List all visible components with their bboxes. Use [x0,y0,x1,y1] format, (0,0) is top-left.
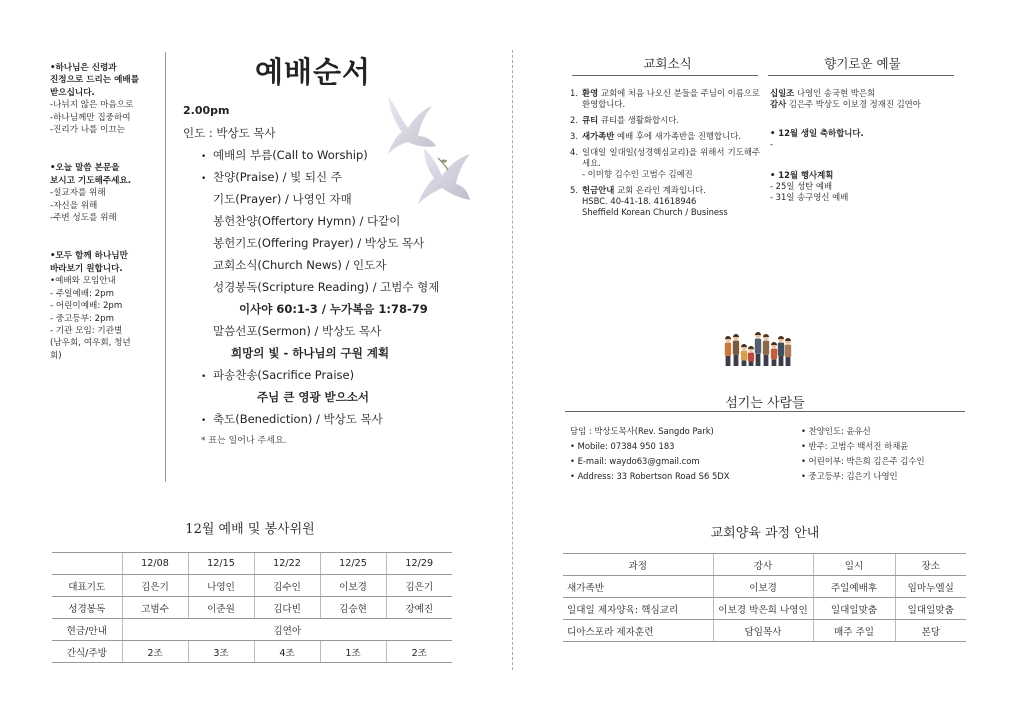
news-number: 5. [570,185,578,195]
news-number: 2. [570,115,578,125]
duty-date: 12/25 [320,553,386,575]
sidebar-block [50,162,162,224]
servers-rule [565,411,965,412]
duty-date: 12/22 [254,553,320,575]
event-newyear: - 31일 송구영신 예배 [770,192,849,202]
ministry-leaders [801,424,961,484]
thanks-line: 감사 김은주 박상도 이보경 정재진 김연아 [770,99,921,109]
news-sub: Sheffield Korean Church / Business [582,207,728,217]
worship-item-text: 주님 큰 영광 받으소서 [257,390,369,404]
news-sub: - 이미향 김수인 고범수 김예진 [582,169,693,179]
sidebar-line: -진리가 나를 이끄는 [50,125,125,136]
news-list [570,88,760,223]
duty-role: 현금/안내 [52,619,122,641]
education-cell: 주일예배후 [813,576,895,598]
worship-item-text: 이사야 60:1-3 / 누가복음 1:78-79 [239,302,428,316]
offering-title: 향기로운 예물 [824,56,901,71]
duty-date [52,553,122,575]
duty-date: 12/08 [122,553,188,575]
news-item [570,147,760,180]
duty-cell: 김수인 [254,575,320,597]
news-item [570,88,760,110]
education-table [563,553,966,642]
duty-cell: 강예진 [386,597,452,619]
education-cell: 본당 [895,620,966,642]
worship-item-text: 인도 : 박상도 목사 [183,126,276,140]
education-cell: 일대일맞춤 [895,598,966,620]
duty-cell: 김은기 [122,575,188,597]
family-icon [723,328,793,366]
education-cell: 새가족반 [563,576,713,598]
person-figure [755,332,761,366]
education-title: 교회양육 과정 안내 [710,526,820,541]
worship-note: * 표는 일어나 주세요. [201,436,287,446]
leader-line: • 찬양인도: 윤유신 [801,426,871,436]
doves-illustration [378,88,478,208]
bullet-icon: • [201,416,207,426]
education-header-row [563,554,966,576]
news-item [570,185,760,218]
news-number: 4. [570,147,578,157]
page-fold-line [512,50,513,670]
worship-item [183,210,493,232]
duty-cell: 김다빈 [254,597,320,619]
duty-cell: 2조 [122,641,188,663]
duty-role: 간식/주방 [52,641,122,663]
worship-item-text: 성경봉독(Scripture Reading) / 고범수 형제 [213,280,440,294]
duty-header-row [52,553,452,575]
worship-item-text: 교회소식(Church News) / 인도자 [213,258,387,272]
sidebar-line: - 주일예배: 2pm [50,288,114,299]
news-body: 예배 후에 새가족반을 진행합니다. [614,131,741,141]
education-row [563,598,966,620]
birthday-names: - [770,139,774,149]
worship-item-text: 파송찬송(Sacrifice Praise) [213,368,355,382]
person-figure [771,342,777,366]
worship-item [183,342,493,364]
offering-list [770,88,955,203]
education-cell: 디아스포라 제자훈련 [563,620,713,642]
contact-line: • E-mail: waydo63@gmail.com [570,456,700,466]
worship-item [183,232,493,254]
bullet-icon: • [201,152,207,162]
events-heading: • 12월 행사계획 [770,170,834,180]
person-figure [741,344,747,366]
sidebar-heading: •오늘 말씀 본문을 [50,163,120,174]
sidebar-line: (남우회, 여우회, 청년 [50,338,131,349]
news-rule [572,75,758,76]
duty-cell: 이준원 [188,597,254,619]
education-cell: 일대일 제자양육: 핵심교리 [563,598,713,620]
sidebar-block [50,62,162,136]
worship-item-text: 찬양(Praise) / 빛 되신 주 [213,170,342,184]
education-header: 장소 [895,554,966,576]
news-body: 교회 온라인 계좌입니다. [614,185,706,195]
sidebar-line: - 중고등부: 2pm [50,313,114,324]
sidebar-divider [165,52,166,482]
education-cell: 이보경 박은희 나영인 [713,598,813,620]
duty-cell: 3조 [188,641,254,663]
worship-title: 예배순서 [254,55,372,89]
worship-item-text: 말씀선포(Sermon) / 박상도 목사 [213,324,382,338]
news-text [582,115,760,126]
duty-cell: 고범수 [122,597,188,619]
duty-date: 12/29 [386,553,452,575]
news-keyword: 환영 [582,88,599,98]
education-header: 일시 [813,554,895,576]
contact-line: • Mobile: 07384 950 183 [570,441,675,451]
person-figure [763,334,769,366]
worship-item-text: 축도(Benediction) / 박상도 목사 [213,412,383,426]
worship-item-text: 희망의 빛 - 하나님의 구원 계획 [231,346,390,360]
worship-item [183,254,493,276]
sidebar-line: 회) [50,350,62,361]
duty-cell-merged: 김연아 [122,619,452,641]
sidebar-line: -주변 성도를 위해 [50,213,117,224]
person-figure [725,336,731,366]
sidebar-line: -설교자를 위해 [50,188,106,199]
sidebar-heading: 바라보기 원합니다. [50,263,123,274]
event-christmas: - 25일 성탄 예배 [770,181,833,191]
duty-title: 12월 예배 및 봉사위원 [185,522,315,537]
duty-cell: 4조 [254,641,320,663]
news-text [582,147,760,180]
sidebar-block [50,250,162,362]
education-header: 과정 [563,554,713,576]
leader-line: • 어린이부: 박은희 김은주 김수인 [801,456,925,466]
worship-item-text: 봉헌기도(Offering Prayer) / 박상도 목사 [213,236,425,250]
duty-cell: 나영인 [188,575,254,597]
news-item [570,131,760,142]
sidebar-heading: •하나님은 신령과 [50,63,117,73]
sidebar-heading: 받으십니다. [50,87,95,98]
duty-date: 12/15 [188,553,254,575]
duty-row [52,641,452,663]
education-row [563,576,966,598]
news-text [582,131,760,142]
worship-item-text: 기도(Prayer) / 나영인 자매 [213,192,352,206]
news-keyword: 새가족반 [582,131,615,141]
bullet-icon: • [201,372,207,382]
worship-item [183,364,493,386]
contact-line: • Address: 33 Robertson Road S6 5DX [570,471,730,481]
news-title: 교회소식 [643,56,692,71]
worship-item [183,386,493,408]
news-text [582,185,760,218]
birthday-heading: • 12월 생일 축하합니다. [770,128,864,138]
education-row [563,620,966,642]
duty-cell: 김은기 [386,575,452,597]
news-text [582,88,760,110]
news-body: 큐티를 생활화합시다. [598,115,679,125]
education-cell: 담임목사 [713,620,813,642]
education-cell: 임마누엘실 [895,576,966,598]
news-item [570,115,760,126]
duty-cell: 김승현 [320,597,386,619]
worship-item [183,320,493,342]
news-sub: HSBC. 40-41-18. 41618946 [582,196,697,206]
education-cell: 일대일맞춤 [813,598,895,620]
news-number: 3. [570,131,578,141]
sidebar-heading: 보시고 기도해주세요. [50,175,131,186]
offering-rule [768,75,954,76]
leader-line: • 반주: 고범수 백서진 하채윤 [801,441,909,451]
news-body: 일대일 일대일(성경핵심교리)을 위해서 기도해주세요. [582,147,760,168]
person-figure [748,346,754,366]
news-keyword: 큐티 [582,115,599,125]
sidebar-line: -나뉘지 않은 마음으로 [50,100,134,111]
sidebar-heading: 진정으로 드리는 예배를 [50,75,139,86]
worship-time: 2.00pm [183,104,230,117]
news-body: 교회에 처음 나오신 분들을 주님이 이름으로 환영합니다. [582,88,760,109]
worship-item-text: 봉헌찬양(Offertory Hymn) / 다같이 [213,214,401,228]
duty-row [52,575,452,597]
duty-role: 성경봉독 [52,597,122,619]
duty-role: 대표기도 [52,575,122,597]
duty-row [52,619,452,641]
bullet-icon: • [201,174,207,184]
sidebar-line: -자신을 위해 [50,200,98,211]
leader-line: • 중고등부: 김은기 나영인 [801,471,898,481]
sidebar-notes [50,62,162,388]
person-figure [733,334,739,366]
servers-title: 섬기는 사람들 [725,396,805,411]
sidebar-heading: •모두 함께 하나님만 [50,251,128,262]
contact-line: 담임 : 박상도목사(Rev. Sangdo Park) [570,426,714,436]
worship-item-text: 예배의 부름(Call to Worship) [213,148,368,162]
duty-cell: 2조 [386,641,452,663]
worship-item [183,298,493,320]
sidebar-line: - 기관 모임: 기관별 [50,325,123,336]
duty-row [52,597,452,619]
news-number: 1. [570,88,578,98]
person-figure [778,336,784,366]
sidebar-line: •예배와 모임안내 [50,276,116,287]
duty-cell: 1조 [320,641,386,663]
person-figure [785,338,791,366]
education-header: 강사 [713,554,813,576]
duty-cell: 이보경 [320,575,386,597]
sidebar-line: -하나님께만 집중하여 [50,112,131,123]
education-cell: 이보경 [713,576,813,598]
worship-item [183,276,493,298]
tithe-line: 십일조 나영인 송국현 박은희 [770,88,876,98]
worship-item [183,408,493,430]
education-cell: 매주 주일 [813,620,895,642]
sidebar-line: - 어린이예배: 2pm [50,301,123,312]
pastor-contact [570,424,785,484]
duty-table [52,552,452,663]
news-keyword: 헌금안내 [582,185,615,195]
